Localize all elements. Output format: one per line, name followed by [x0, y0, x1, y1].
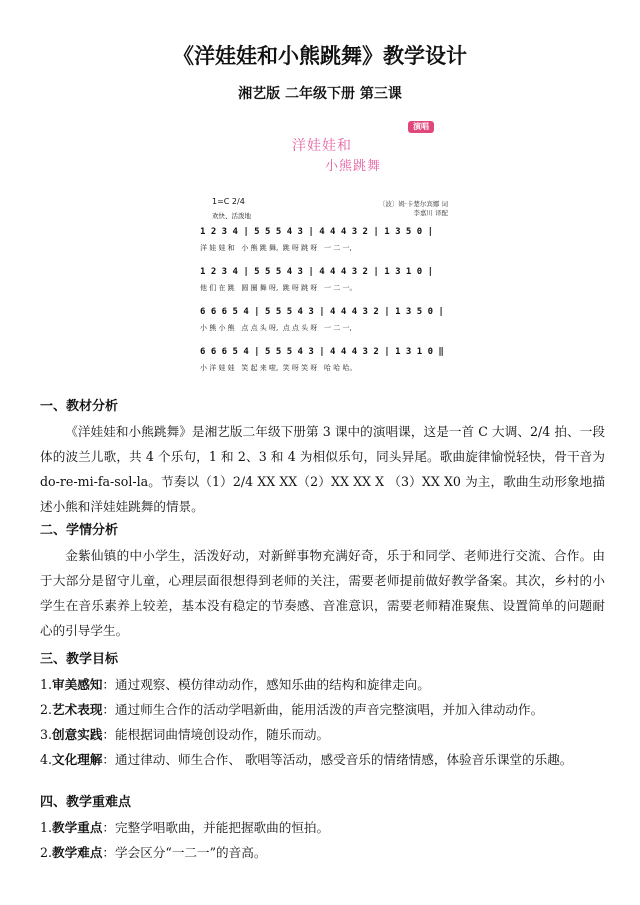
- goal-item: 2.艺术表现：通过师生合作的活动学唱新曲，能用活泼的声音完整演唱，并加入律动动作。: [40, 702, 544, 717]
- song-title-line2: 小熊跳舞: [325, 159, 382, 174]
- song-title-line1: 洋娃娃和: [292, 138, 352, 154]
- score-line: [200, 267, 455, 293]
- notation: 1 2 3 4 | 5 5 5 4 3 | 4 4 4 3 2 | 1 3 5 0 |: [200, 227, 433, 237]
- sing-badge: 演唱: [408, 121, 434, 133]
- key-point-item: 1.教学重点：完整学唱歌曲，并能把握歌曲的恒拍。: [40, 820, 330, 835]
- goal-item: 4.文化理解：通过律动、师生合作、 歌唱等活动，感受音乐的情绪情感，体验音乐课堂的乐趣。: [40, 752, 573, 767]
- notation: 1 2 3 4 | 5 5 5 4 3 | 4 4 4 3 2 | 1 3 1 0 |: [200, 267, 433, 277]
- section-textbook-analysis: [40, 394, 605, 519]
- section-paragraph: 《洋娃娃和小熊跳舞》是湘艺版二年级下册第 3 课中的演唱课，这是一首 C 大调、2/4 拍、一段体的波兰儿歌，共 4 个乐句，1 和 2、3 和 4 为相似乐句，同头异尾。歌曲旋律愉悦轻快，骨干音为 do-re-mi-fa-sol-la。节奏以（1）2/4 XX XX（2）XX XX X （3）XX X0 为主，歌曲生动形象地描述小熊和洋娃娃跳舞的情景。: [40, 424, 605, 514]
- section-heading: 二、学情分析: [40, 523, 119, 538]
- score-line: [200, 347, 455, 373]
- score-line: [200, 307, 455, 333]
- lyricist-credit: 〔波〕姆·卡楚尔宾娜 词: [378, 200, 448, 208]
- lyrics: 小 洋 娃 娃 笑 起 来 啦, 笑 呀 笑 呀 哈 哈 哈。: [200, 364, 357, 372]
- translator-credit: 李嘉川 译配: [413, 209, 448, 217]
- key-signature: 1=C 2/4: [212, 197, 245, 206]
- section-heading: 四、教学重难点: [40, 795, 132, 810]
- lyrics: 小 熊 小 熊 点 点 头 呀, 点 点 头 呀 一 二 一,: [200, 324, 352, 332]
- lyrics: 洋 娃 娃 和 小 熊 跳 舞, 跳 呀 跳 呀 一 二 一,: [200, 244, 352, 252]
- section-paragraph: 金紫仙镇的中小学生，活泼好动，对新鲜事物充满好奇，乐于和同学、老师进行交流、合作。由于大部分是留守儿童，心理层面很想得到老师的关注，需要老师提前做好教学备案。其次，乡村的小学生在音乐素养上较差，基本没有稳定的节奏感、音准意识，需要老师精准聚焦、设置简单的问题耐心的引导学生。: [40, 548, 605, 638]
- notation: 6 6 6 5 4 | 5 5 5 4 3 | 4 4 4 3 2 | 1 3 5 0 |: [200, 307, 444, 317]
- document-title: 《洋娃娃和小熊跳舞》教学设计: [173, 44, 467, 68]
- goal-item: 1.审美感知：通过观察、模仿律动动作，感知乐曲的结构和旋律走向。: [40, 677, 430, 692]
- section-student-analysis: [40, 518, 605, 643]
- goal-item: 3.创意实践：能根据词曲情境创设动作，随乐而动。: [40, 727, 330, 742]
- section-key-difficulties: [40, 790, 605, 865]
- score-line: [200, 227, 455, 253]
- lyrics: 他 们 在 跳 圆 圈 舞 呀, 跳 呀 跳 呀 一 二 一。: [200, 284, 357, 292]
- section-teaching-goals: [40, 647, 605, 772]
- notation: 6 6 6 5 4 | 5 5 5 4 3 | 4 4 4 3 2 | 1 3 1 0 ‖: [200, 347, 444, 357]
- difficulty-item: 2.教学难点：学会区分“一二一”的音高。: [40, 845, 267, 860]
- tempo-marking: 欢快、活泼地: [212, 212, 251, 220]
- section-heading: 一、教材分析: [40, 399, 119, 414]
- song-score: [190, 115, 460, 385]
- document-subtitle: 湘艺版 二年级下册 第三课: [238, 86, 402, 102]
- section-heading: 三、教学目标: [40, 652, 119, 667]
